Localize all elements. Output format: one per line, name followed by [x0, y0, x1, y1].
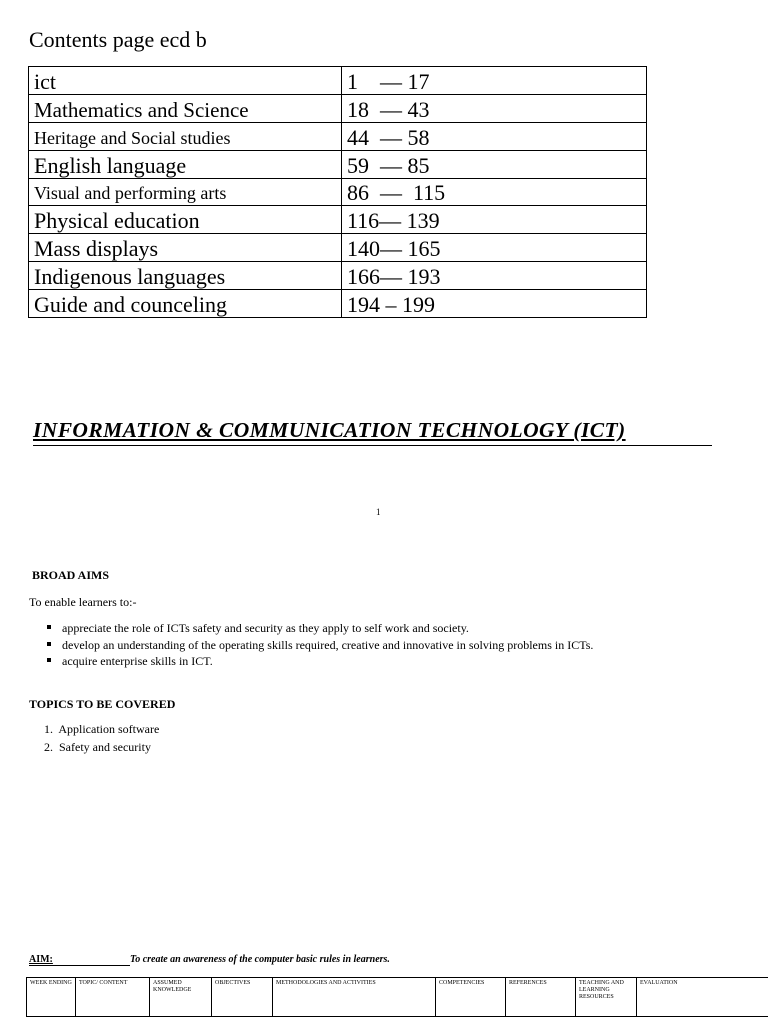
- scheme-header-cell: METHODOLOGIES AND ACTIVITIES: [273, 978, 436, 1017]
- contents-row: [29, 150, 647, 178]
- aim-text: To create an awareness of the computer basic rules in learners.: [130, 954, 390, 965]
- contents-row: [29, 67, 647, 95]
- contents-subject: Guide and counceling: [29, 290, 342, 318]
- scheme-header-cell: OBJECTIVES: [212, 978, 273, 1017]
- topic-item: 2. Safety and security: [44, 739, 151, 754]
- scheme-header-cell: WEEK ENDING: [27, 978, 76, 1017]
- contents-row: [29, 122, 647, 150]
- contents-subject: ict: [29, 67, 342, 95]
- contents-pages: 59 — 85: [342, 150, 647, 178]
- contents-subject: Physical education: [29, 206, 342, 234]
- heading-underline: [33, 445, 712, 446]
- contents-pages: 1 — 17: [342, 67, 647, 95]
- scheme-header-cell: TEACHING AND LEARNING RESOURCES: [576, 978, 637, 1017]
- contents-row: [29, 290, 647, 318]
- scheme-header-cell: COMPETENCIES: [436, 978, 506, 1017]
- aim-label: AIM:: [29, 954, 130, 966]
- contents-row: [29, 94, 647, 122]
- contents-title: Contents page ecd b: [29, 27, 207, 52]
- scheme-header-cell: REFERENCES: [506, 978, 576, 1017]
- contents-table: [28, 66, 647, 318]
- topics-heading: TOPICS TO BE COVERED: [29, 697, 176, 711]
- broad-aim-item: acquire enterprise skills in ICT.: [44, 653, 593, 670]
- broad-aim-item: develop an understanding of the operating skills required, creative and innovative in solving problems in ICTs.: [44, 637, 593, 654]
- broad-aims-list: [44, 620, 593, 670]
- scheme-table: [26, 977, 768, 1017]
- contents-subject: Visual and performing arts: [29, 178, 342, 206]
- contents-pages: 116— 139: [342, 206, 647, 234]
- contents-subject: English language: [29, 150, 342, 178]
- section-heading: INFORMATION & COMMUNICATION TECHNOLOGY (ICT): [33, 418, 626, 442]
- contents-row: [29, 178, 647, 206]
- broad-aims-heading: BROAD AIMS: [32, 568, 110, 582]
- contents-row: [29, 262, 647, 290]
- contents-subject: Mathematics and Science: [29, 94, 342, 122]
- topics-list: [44, 721, 159, 756]
- contents-pages: 140— 165: [342, 234, 647, 262]
- topic-item: 1. Application software: [44, 722, 160, 736]
- broad-aim-item: appreciate the role of ICTs safety and security as they apply to self work and society.: [44, 620, 593, 637]
- page-number: 1: [376, 507, 381, 517]
- scheme-header-cell: TOPIC/ CONTENT: [76, 978, 150, 1017]
- aim-line: [29, 954, 390, 966]
- contents-row: [29, 234, 647, 262]
- contents-pages: 18 — 43: [342, 94, 647, 122]
- contents-pages: 166— 193: [342, 262, 647, 290]
- contents-pages: 44 — 58: [342, 122, 647, 150]
- contents-pages: 194 – 199: [342, 290, 647, 318]
- scheme-header-cell: EVALUATION: [637, 978, 768, 1017]
- contents-subject: Indigenous languages: [29, 262, 342, 290]
- contents-pages: 86 — 115: [342, 178, 647, 206]
- scheme-header-cell: ASSUMED KNOWLEDGE: [150, 978, 212, 1017]
- broad-aims-intro: To enable learners to:-: [29, 595, 137, 609]
- contents-subject: Heritage and Social studies: [29, 122, 342, 150]
- contents-subject: Mass displays: [29, 234, 342, 262]
- contents-row: [29, 206, 647, 234]
